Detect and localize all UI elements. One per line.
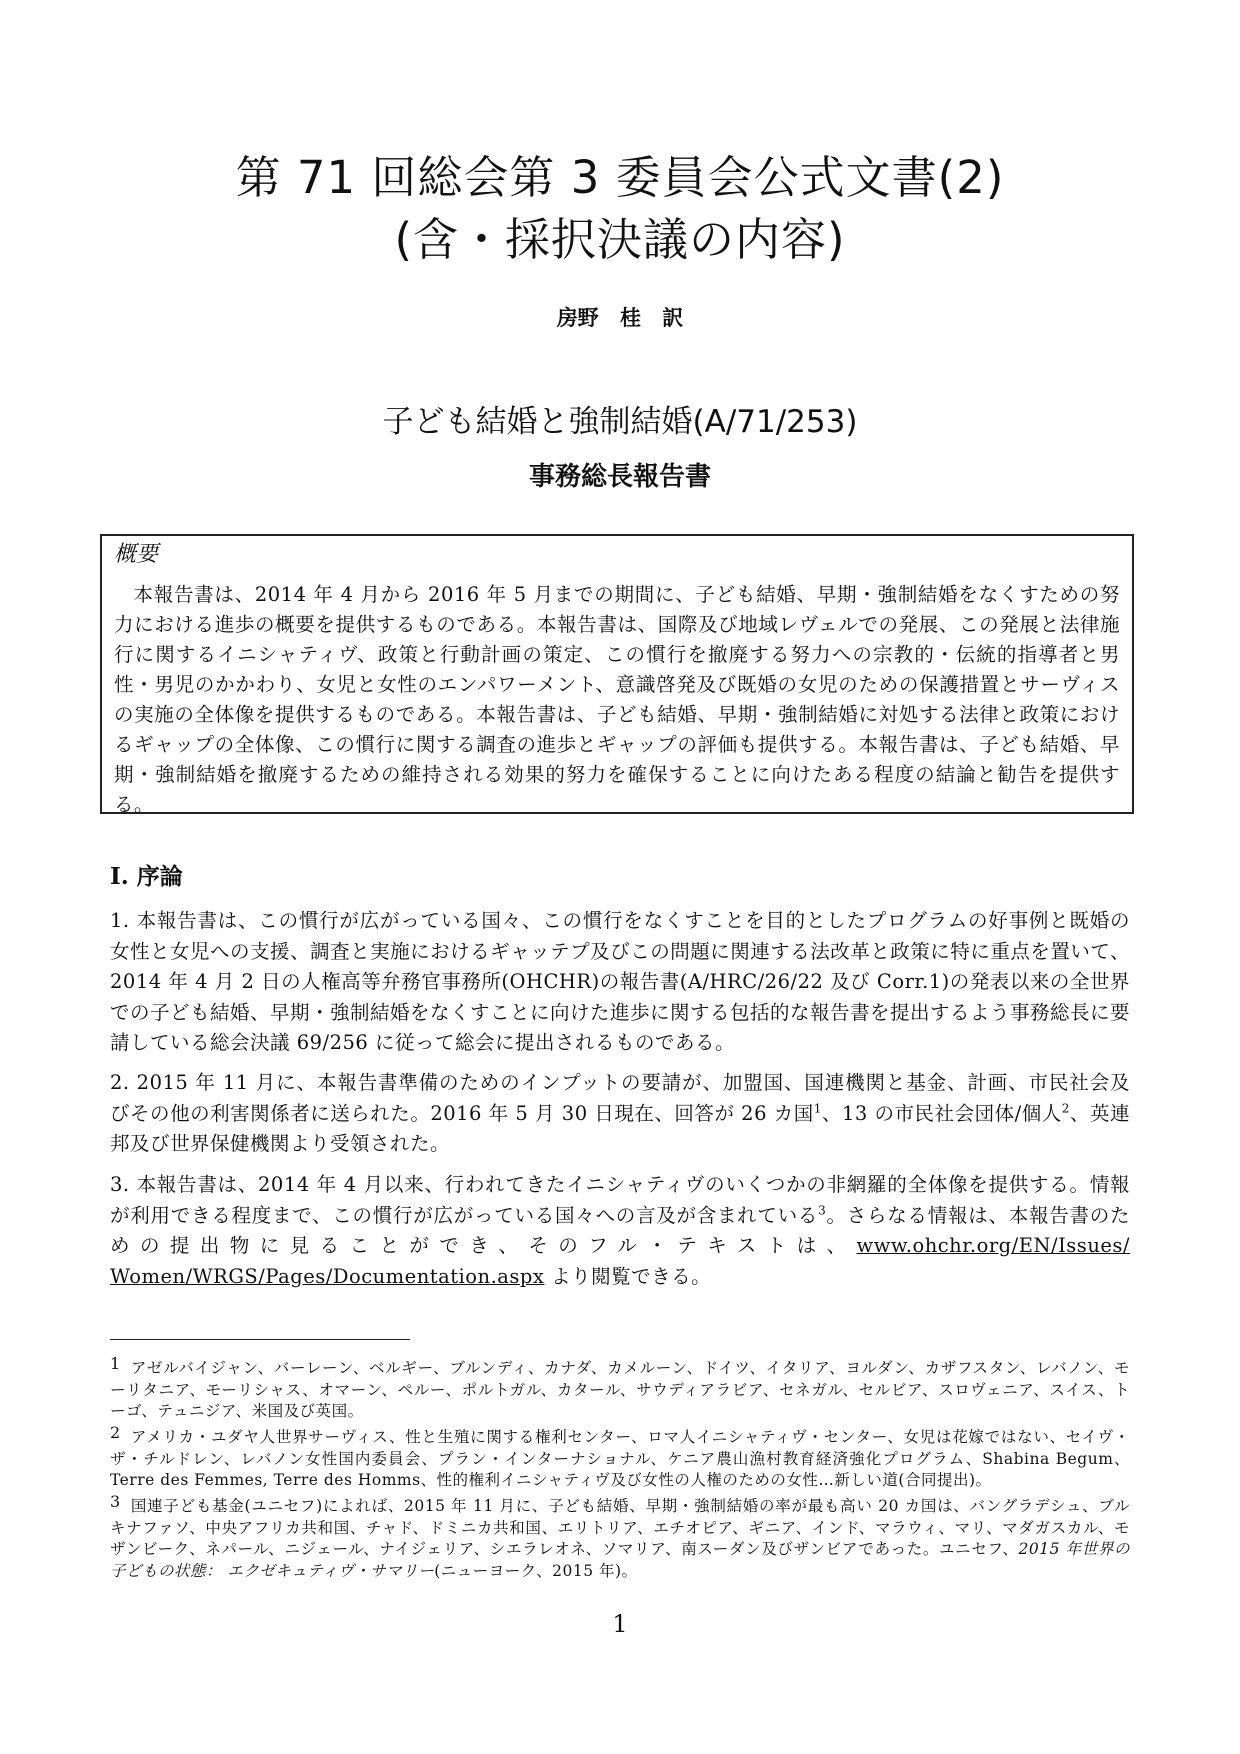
footnote-text: アメリカ・ユダヤ人世界サーヴィス、性と生殖に関する権利センター、ロマ人イニシャティヴ・センター、女児は花嫁ではない、セイヴ・ザ・チルドレン、レバノン女性国内委員会、プラン・インターナショナル、ケニア農山漁村教育経済強化プログラム、Shabina Begum、Terre des Femmes, Terre des Homms、性的権利イニシャティヴ及び女性の人権のための女性…新しい道(合同提出)。 [110, 1428, 1130, 1489]
translator-credit: 房野 桂 訳 [556, 306, 684, 330]
paragraph-2-text-c: 、英連邦及び世界保健機関より受領された。 [110, 1101, 1130, 1155]
footnote-text: アゼルバイジャン、バーレーン、ベルギー、ブルンディ、カナダ、カメルーン、ドイツ、イタリア、ヨルダン、カザフスタン、レバノン、モーリタニア、モーリシャス、オマーン、ペルー、ポルトガル、カタール、サウディアラビア、セネガル、セルビア、スロヴェニア、スイス、トーゴ、テュニジア、米国及び英国。 [110, 1359, 1130, 1420]
footnote-1 [110, 1353, 1130, 1423]
section-heading-introduction: I. 序論 [110, 863, 183, 890]
paragraph-2 [110, 1068, 1130, 1160]
summary-heading: 概要 [114, 542, 159, 567]
ohchr-documentation-link[interactable]: www.ohchr.org/EN/Issues/ Women/WRGS/Pages/Documentation.aspx [110, 1234, 1130, 1288]
paragraph-2-text-a: 2. 2015 年 11 月に、本報告書準備のためのインプットの要請が、加盟国、国連機関と基金、計画、市民社会及びその他の利害関係者に送られた。2016 年 5 月 30 日現在、回答が 26 カ国 [110, 1071, 1130, 1125]
paragraph-3-text-a: 3. 本報告書は、2014 年 4 月以来、行われてきたイニシャティヴのいくつかの非網羅的全体像を提供する。情報が利用できる程度まで、この慣行が広がっている国々への言及が含まれている [110, 1173, 1130, 1227]
footnote-ref-2[interactable]: 2 [1061, 1101, 1070, 1115]
footnote-publication-title: 2015 年世界の子どもの状態： エクゼキュティヴ・サマリー [110, 1540, 1130, 1580]
footnote-text-tail: (ニューヨーク、2015 年)。 [434, 1561, 638, 1580]
footnote-3 [110, 1491, 1130, 1582]
paragraph-3-text-c: より閲覧できる。 [544, 1264, 712, 1288]
document-title-line1: 第 71 回総会第 3 委員会公式文書(2) [235, 151, 1005, 204]
report-subtitle: 事務総長報告書 [528, 462, 711, 492]
paragraph-3 [110, 1170, 1130, 1292]
document-title-line2: (含・採択決議の内容) [394, 213, 846, 266]
footnote-ref-3[interactable]: 3 [818, 1203, 827, 1217]
summary-box [100, 534, 1134, 814]
footnote-ref-1[interactable]: 1 [813, 1101, 822, 1115]
footnote-separator [110, 1339, 410, 1340]
footnote-2 [110, 1422, 1130, 1492]
paragraph-2-text-b: 、13 の市民社会団体/個人 [821, 1101, 1062, 1125]
footnote-text: 国連子ども基金(ユニセフ)によれば、2015 年 11 月に、子ども結婚、早期・強制結婚の率が最も高い 20 カ国は、バングラデシュ、ブルキナファソ、中央アフリカ共和国、チャド、ドミニカ共和国、エリトリア、エチオピア、ギニア、インド、マラウィ、マリ、マダガスカル、モザンビーク、ネパール、ニジェール、ナイジェリア、シエラレオネ、ソマリア、南スーダン及びザンビアであった。ユニセフ、 [110, 1497, 1130, 1558]
page-number: 1 [612, 1610, 628, 1638]
footnote-number: 3 [110, 1492, 121, 1511]
paragraph-3-text-b: 。さらなる情報は、本報告書のための提出物に見ることができ、そのフル・テキストは、 [110, 1203, 1130, 1257]
paragraph-1: 1. 本報告書は、この慣行が広がっている国々、この慣行をなくすことを目的としたプログラムの好事例と既婚の女性と女児への支援、調査と実施におけるギャッテプ及びこの問題に関連する法改革と政策に特に重点を置いて、2014 年 4 月 2 日の人権高等弁務官事務所(OHCHR)の報告書(A/HRC/26/22 及び Corr.1)の発表以来の全世界での子ども結婚、早期・強制結婚をなくすことに向けた進歩に関する包括的な報告書を提出するよう事務総長に要請している総会決議 69/256 に従って総会に提出されるものである。 [110, 909, 1131, 1054]
summary-text: 本報告書は、2014 年 4 月から 2016 年 5 月までの期間に、子ども結婚、早期・強制結婚をなくすための努力における進歩の概要を提供するものである。本報告書は、国際及び地域レヴェルでの発展、この発展と法律施行に関するイニシャティヴ、政策と行動計画の策定、この慣行を撤廃する努力への宗教的・伝統的指導者と男性・男児のかかわり、女児と女性のエンパワーメント、意識啓発及び既婚の女児のための保護措置とサーヴィスの実施の全体像を提供するものである。本報告書は、子ども結婚、早期・強制結婚に対処する法律と政策におけるギャップの全体像、この慣行に関する調査の進歩とギャップの評価も提供する。本報告書は、子ども結婚、早期・強制結婚を撤廃するための維持される効果的努力を確保することに向けたある程度の結論と勧告を提供する。 [114, 583, 1120, 816]
footnote-number: 2 [110, 1423, 121, 1442]
report-title: 子ども結婚と強制結婚(A/71/253) [382, 404, 858, 440]
footnote-number: 1 [110, 1354, 121, 1373]
